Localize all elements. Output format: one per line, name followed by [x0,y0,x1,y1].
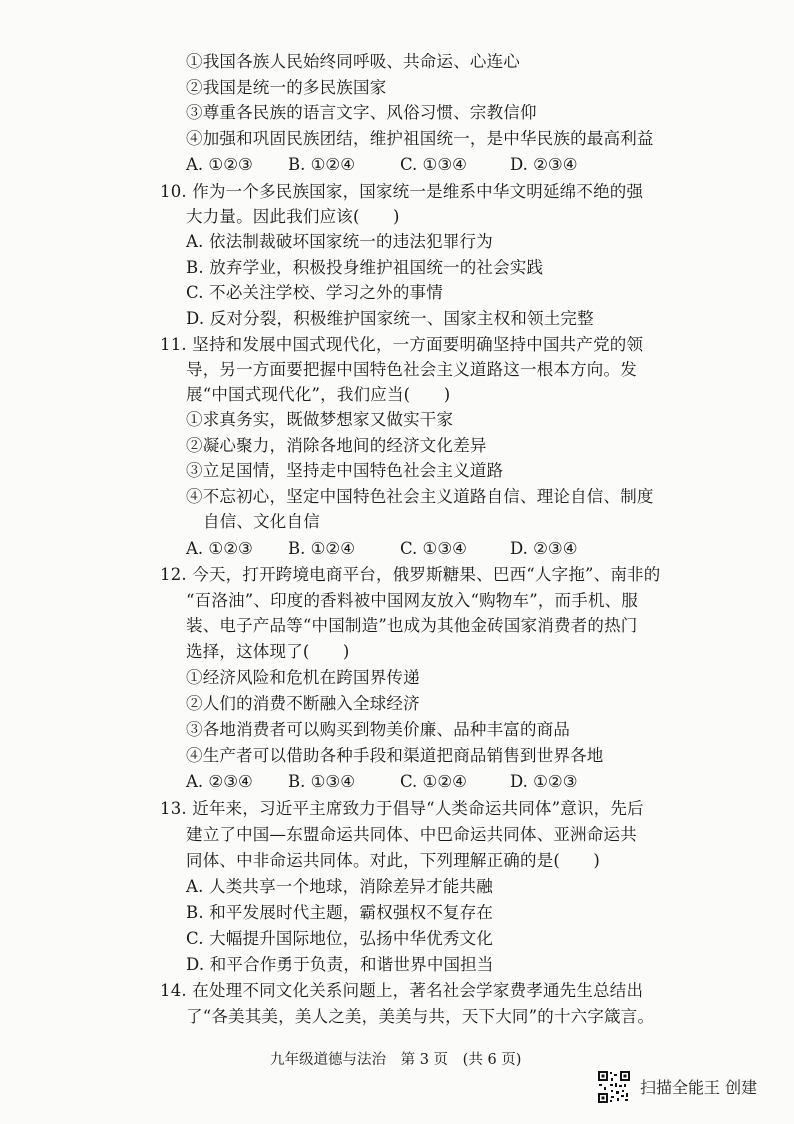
q10-option-a[interactable]: A. 依法制裁破坏国家统一的违法犯罪行为 [186,232,493,251]
q11-option-a[interactable]: A. ①②③ [186,539,253,558]
q11-item-3: ③立足国情，坚持走中国特色社会主义道路 [186,461,504,480]
q12-stem-2: “百洛油”、印度的香料被中国网友放入“购物车”，而手机、服 [186,591,639,610]
q11-item-1: ①求真务实，既做梦想家又做实干家 [186,410,454,429]
footer-subject: 九年级道德与法治 [270,1052,386,1068]
q9-item-2: ②我国是统一的多民族国家 [186,78,387,97]
q13-stem-3: 同体、中非命运共同体。对此，下列理解正确的是( ) [186,851,601,870]
q9-option-d[interactable]: D. ②③④ [510,155,578,174]
page-footer [270,1050,531,1070]
q10-option-d[interactable]: D. 反对分裂，积极维护国家统一、国家主权和领土完整 [186,309,594,328]
q10-option-b[interactable]: B. 放弃学业，积极投身维护祖国统一的社会实践 [186,258,544,277]
q11-stem-2: 导，另一方面要把握中国特色社会主义道路这一根本方向。发 [186,360,637,379]
footer-total: (共 6 页) [462,1052,522,1068]
q12-item-2: ②人们的消费不断融入全球经济 [186,694,420,713]
q12-item-3: ③各地消费者可以购买到物美价廉、品种丰富的商品 [186,720,571,739]
q12-stem-4: 选择，这体现了( ) [186,642,350,661]
q9-option-a[interactable]: A. ①②③ [186,155,253,174]
q14-stem-2: 了“各美其美，美人之美，美美与共，天下大同”的十六字箴言。 [186,1007,655,1026]
q13-option-c[interactable]: C. 大幅提升国际地位，弘扬中华优秀文化 [186,929,494,948]
q11-item-4-cont: 自信、文化自信 [203,512,320,531]
q11-stem-3: 展“中国式现代化”，我们应当( ) [186,385,451,404]
q12-option-d[interactable]: D. ①②③ [510,772,578,791]
q11-stem-1: 11. 坚持和发展中国式现代化，一方面要明确坚持中国共产党的领 [160,335,644,354]
q12-item-1: ①经济风险和危机在跨国界传递 [186,668,420,687]
q9-item-4: ④加强和巩固民族团结，维护祖国统一，是中华民族的最高利益 [186,129,654,148]
q13-option-b[interactable]: B. 和平发展时代主题，霸权强权不复存在 [186,903,494,922]
q9-item-1: ①我国各族人民始终同呼吸、共命运、心连心 [186,52,520,71]
q13-stem-2: 建立了中国—东盟命运共同体、中巴命运共同体、亚洲命运共 [186,825,637,844]
q13-option-d[interactable]: D. 和平合作勇于负责，和谐世界中国担当 [186,955,494,974]
q10-stem-2: 大力量。因此我们应该( ) [186,207,400,226]
q11-option-c[interactable]: C. ①③④ [400,539,467,558]
footer-page: 第 3 页 [400,1052,449,1068]
q12-option-c[interactable]: C. ①②④ [400,772,467,791]
q11-item-4: ④不忘初心，坚定中国特色社会主义道路自信、理论自信、制度 [186,487,654,506]
q9-item-3: ③尊重各民族的语言文字、风俗习惯、宗教信仰 [186,103,537,122]
q10-option-c[interactable]: C. 不必关注学校、学习之外的事情 [186,283,443,302]
q10-stem-1: 10. 作为一个多民族国家，国家统一是维系中华文明延绵不绝的强 [160,182,644,201]
q12-stem-3: 装、电子产品等“中国制造”也成为其他金砖国家消费者的热门 [186,616,638,635]
q9-option-b[interactable]: B. ①②④ [288,155,355,174]
q9-option-c[interactable]: C. ①③④ [400,155,467,174]
q12-item-4: ④生产者可以借助各种手段和渠道把商品销售到世界各地 [186,746,604,765]
q12-stem-1: 12. 今天，打开跨境电商平台，俄罗斯糖果、巴西“人字拖”、南非的 [160,565,661,584]
q12-option-a[interactable]: A. ②③④ [186,772,253,791]
q14-stem-1: 14. 在处理不同文化关系问题上，著名社会学家费孝通先生总结出 [160,981,644,1000]
qr-code-icon [597,1070,631,1104]
q13-option-a[interactable]: A. 人类共享一个地球，消除差异才能共融 [186,877,493,896]
scanner-watermark-text: 扫描全能王 创建 [640,1078,758,1097]
q12-option-b[interactable]: B. ①③④ [288,772,355,791]
q11-option-b[interactable]: B. ①②④ [288,539,355,558]
q13-stem-1: 13. 近年来，习近平主席致力于倡导“人类命运共同体”意识，先后 [160,799,644,818]
q11-item-2: ②凝心聚力，消除各地间的经济文化差异 [186,436,487,455]
q11-option-d[interactable]: D. ②③④ [510,539,578,558]
